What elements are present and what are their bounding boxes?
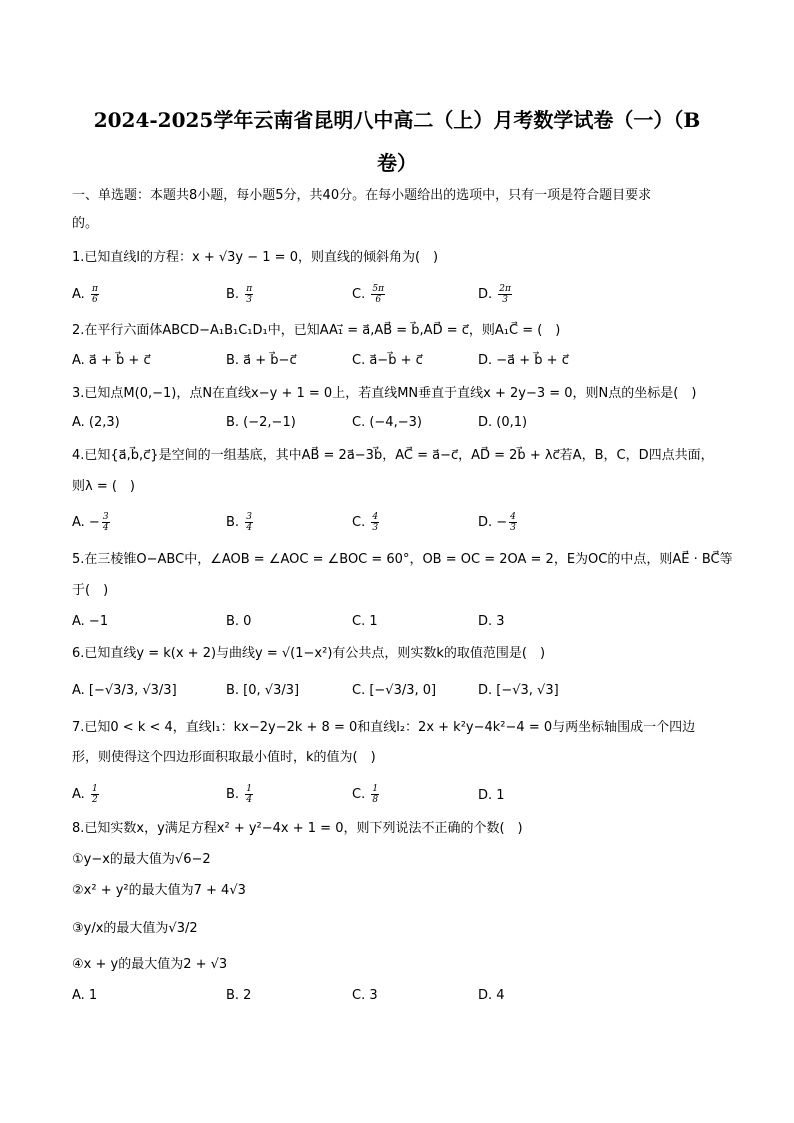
q3-option-d: D. (0,1) xyxy=(478,415,528,430)
q2-option-a: A. a⃗ + b⃗ + c⃗ xyxy=(72,353,151,368)
section-heading-cont: 的。 xyxy=(72,216,99,231)
question-5-stem: 5.在三棱锥O−ABC中，∠AOB = ∠AOC = ∠BOC = 60°，OB = OC = 2OA = 2，E为OC的中点，则AE⃗ · BC⃗等 xyxy=(72,552,733,567)
fraction: $\frac{\pi}{6}$ xyxy=(91,284,98,305)
q2-option-c: C. a⃗−b⃗ + c⃗ xyxy=(352,353,423,368)
q7-option-c: C. $\frac{1}{8}$ xyxy=(352,784,379,805)
q6-option-c: C. [−√3/3, 0] xyxy=(352,683,437,698)
q8-option-a: A. 1 xyxy=(72,988,98,1003)
fraction: $\frac{1}{8}$ xyxy=(372,784,379,805)
fraction: $\frac{3}{4}$ xyxy=(246,512,252,533)
q5-option-c: C. 1 xyxy=(352,614,378,629)
question-8-stem: 8.已知实数x，y满足方程x² + y²−4x + 1 = 0，则下列说法不正确的个数( ) xyxy=(72,821,523,836)
q8-statement-2: ②x² + y²的最大值为7 + 4√3 xyxy=(72,883,246,898)
q5-option-d: D. 3 xyxy=(478,614,505,629)
q3-option-a: A. (2,3) xyxy=(72,415,120,430)
q8-option-c: C. 3 xyxy=(352,988,378,1003)
question-1-stem: 1.已知直线l的方程：x + √3y − 1 = 0，则直线的倾斜角为( ) xyxy=(72,250,439,265)
q7-option-d: D. 1 xyxy=(478,788,505,803)
fraction: $\frac{4}{3}$ xyxy=(372,512,379,533)
q3-option-c: C. (−4,−3) xyxy=(352,415,422,430)
q2-option-b: B. a⃗ + b⃗−c⃗ xyxy=(226,353,297,368)
question-4-stem: 4.已知{a⃗,b⃗,c⃗}是空间的一组基底，其中AB⃗ = 2a⃗−3b⃗，AC⃗ = a⃗−c⃗，AD⃗ = 2b⃗ + λc⃗若A，B，C，D四点共面， xyxy=(72,448,714,463)
q8-statement-4: ④x + y的最大值为2 + √3 xyxy=(72,957,228,972)
exam-title-line1: 2024-2025学年云南省昆明八中高二（上）月考数学试卷（一）（B xyxy=(93,108,701,132)
q7-option-a: A. $\frac{1}{2}$ xyxy=(72,784,98,805)
q4-option-a: A. − $\frac{3}{4}$ xyxy=(72,512,109,533)
question-3-stem: 3.已知点M(0,−1)，点N在直线x−y + 1 = 0上，若直线MN垂直于直线x + 2y−3 = 0，则N点的坐标是( ) xyxy=(72,386,697,401)
q4-option-c: C. $\frac{4}{3}$ xyxy=(352,512,379,533)
fraction: $\frac{4}{3}$ xyxy=(510,512,516,533)
q1-option-b: B. $\frac{\pi}{3}$ xyxy=(226,284,253,305)
fraction: $\frac{1}{2}$ xyxy=(91,784,98,805)
fraction: $\frac{1}{4}$ xyxy=(246,784,252,805)
question-6-stem: 6.已知直线y = k(x + 2)与曲线y = √(1−x²)有公共点，则实数k的取值范围是( ) xyxy=(72,646,546,661)
question-2-stem: 2.在平行六面体ABCD−A₁B₁C₁D₁中，已知AA₁⃗ = a⃗,AB⃗ = b⃗,AD⃗ = c⃗，则A₁C⃗ = ( ) xyxy=(72,323,561,338)
question-5-stem-cont: 于( ) xyxy=(72,583,109,598)
question-7-stem-cont: 形，则使得这个四边形面积取最小值时，k的值为( ) xyxy=(72,750,376,765)
q5-option-a: A. −1 xyxy=(72,614,109,629)
q1-option-a: A. $\frac{\pi}{6}$ xyxy=(72,284,98,305)
q8-statement-1: ①y−x的最大值为√6−2 xyxy=(72,852,211,867)
q1-option-c: C. $\frac{5\pi}{6}$ xyxy=(352,284,385,305)
section-heading: 一、单选题：本题共8小题，每小题5分，共40分。在每小题给出的选项中，只有一项是符合题目要求 xyxy=(72,188,652,203)
q8-option-d: D. 4 xyxy=(478,988,505,1003)
q6-option-d: D. [−√3, √3] xyxy=(478,683,559,698)
q5-option-b: B. 0 xyxy=(226,614,252,629)
q6-option-b: B. [0, √3/3] xyxy=(226,683,300,698)
q4-option-b: B. $\frac{3}{4}$ xyxy=(226,512,252,533)
q6-option-a: A. [−√3/3, √3/3] xyxy=(72,683,177,698)
fraction: $\frac{\pi}{3}$ xyxy=(246,284,253,305)
fraction: $\frac{5\pi}{6}$ xyxy=(372,284,385,305)
fraction: $\frac{2\pi}{3}$ xyxy=(499,284,511,305)
question-7-stem: 7.已知0 < k < 4，直线l₁：kx−2y−2k + 8 = 0和直线l₂：2x + k²y−4k²−4 = 0与两坐标轴围成一个四边 xyxy=(72,720,696,735)
q8-statement-3: ③y/x的最大值为√3/2 xyxy=(72,921,198,936)
exam-title-line2: 卷） xyxy=(377,151,417,175)
question-4-stem-cont: 则λ = ( ) xyxy=(72,479,135,494)
q1-option-d: D. $\frac{2\pi}{3}$ xyxy=(478,284,511,305)
q4-option-d: D. − $\frac{4}{3}$ xyxy=(478,512,516,533)
q7-option-b: B. $\frac{1}{4}$ xyxy=(226,784,252,805)
fraction: $\frac{3}{4}$ xyxy=(102,512,109,533)
q3-option-b: B. (−2,−1) xyxy=(226,415,296,430)
q8-option-b: B. 2 xyxy=(226,988,252,1003)
q2-option-d: D. −a⃗ + b⃗ + c⃗ xyxy=(478,353,569,368)
